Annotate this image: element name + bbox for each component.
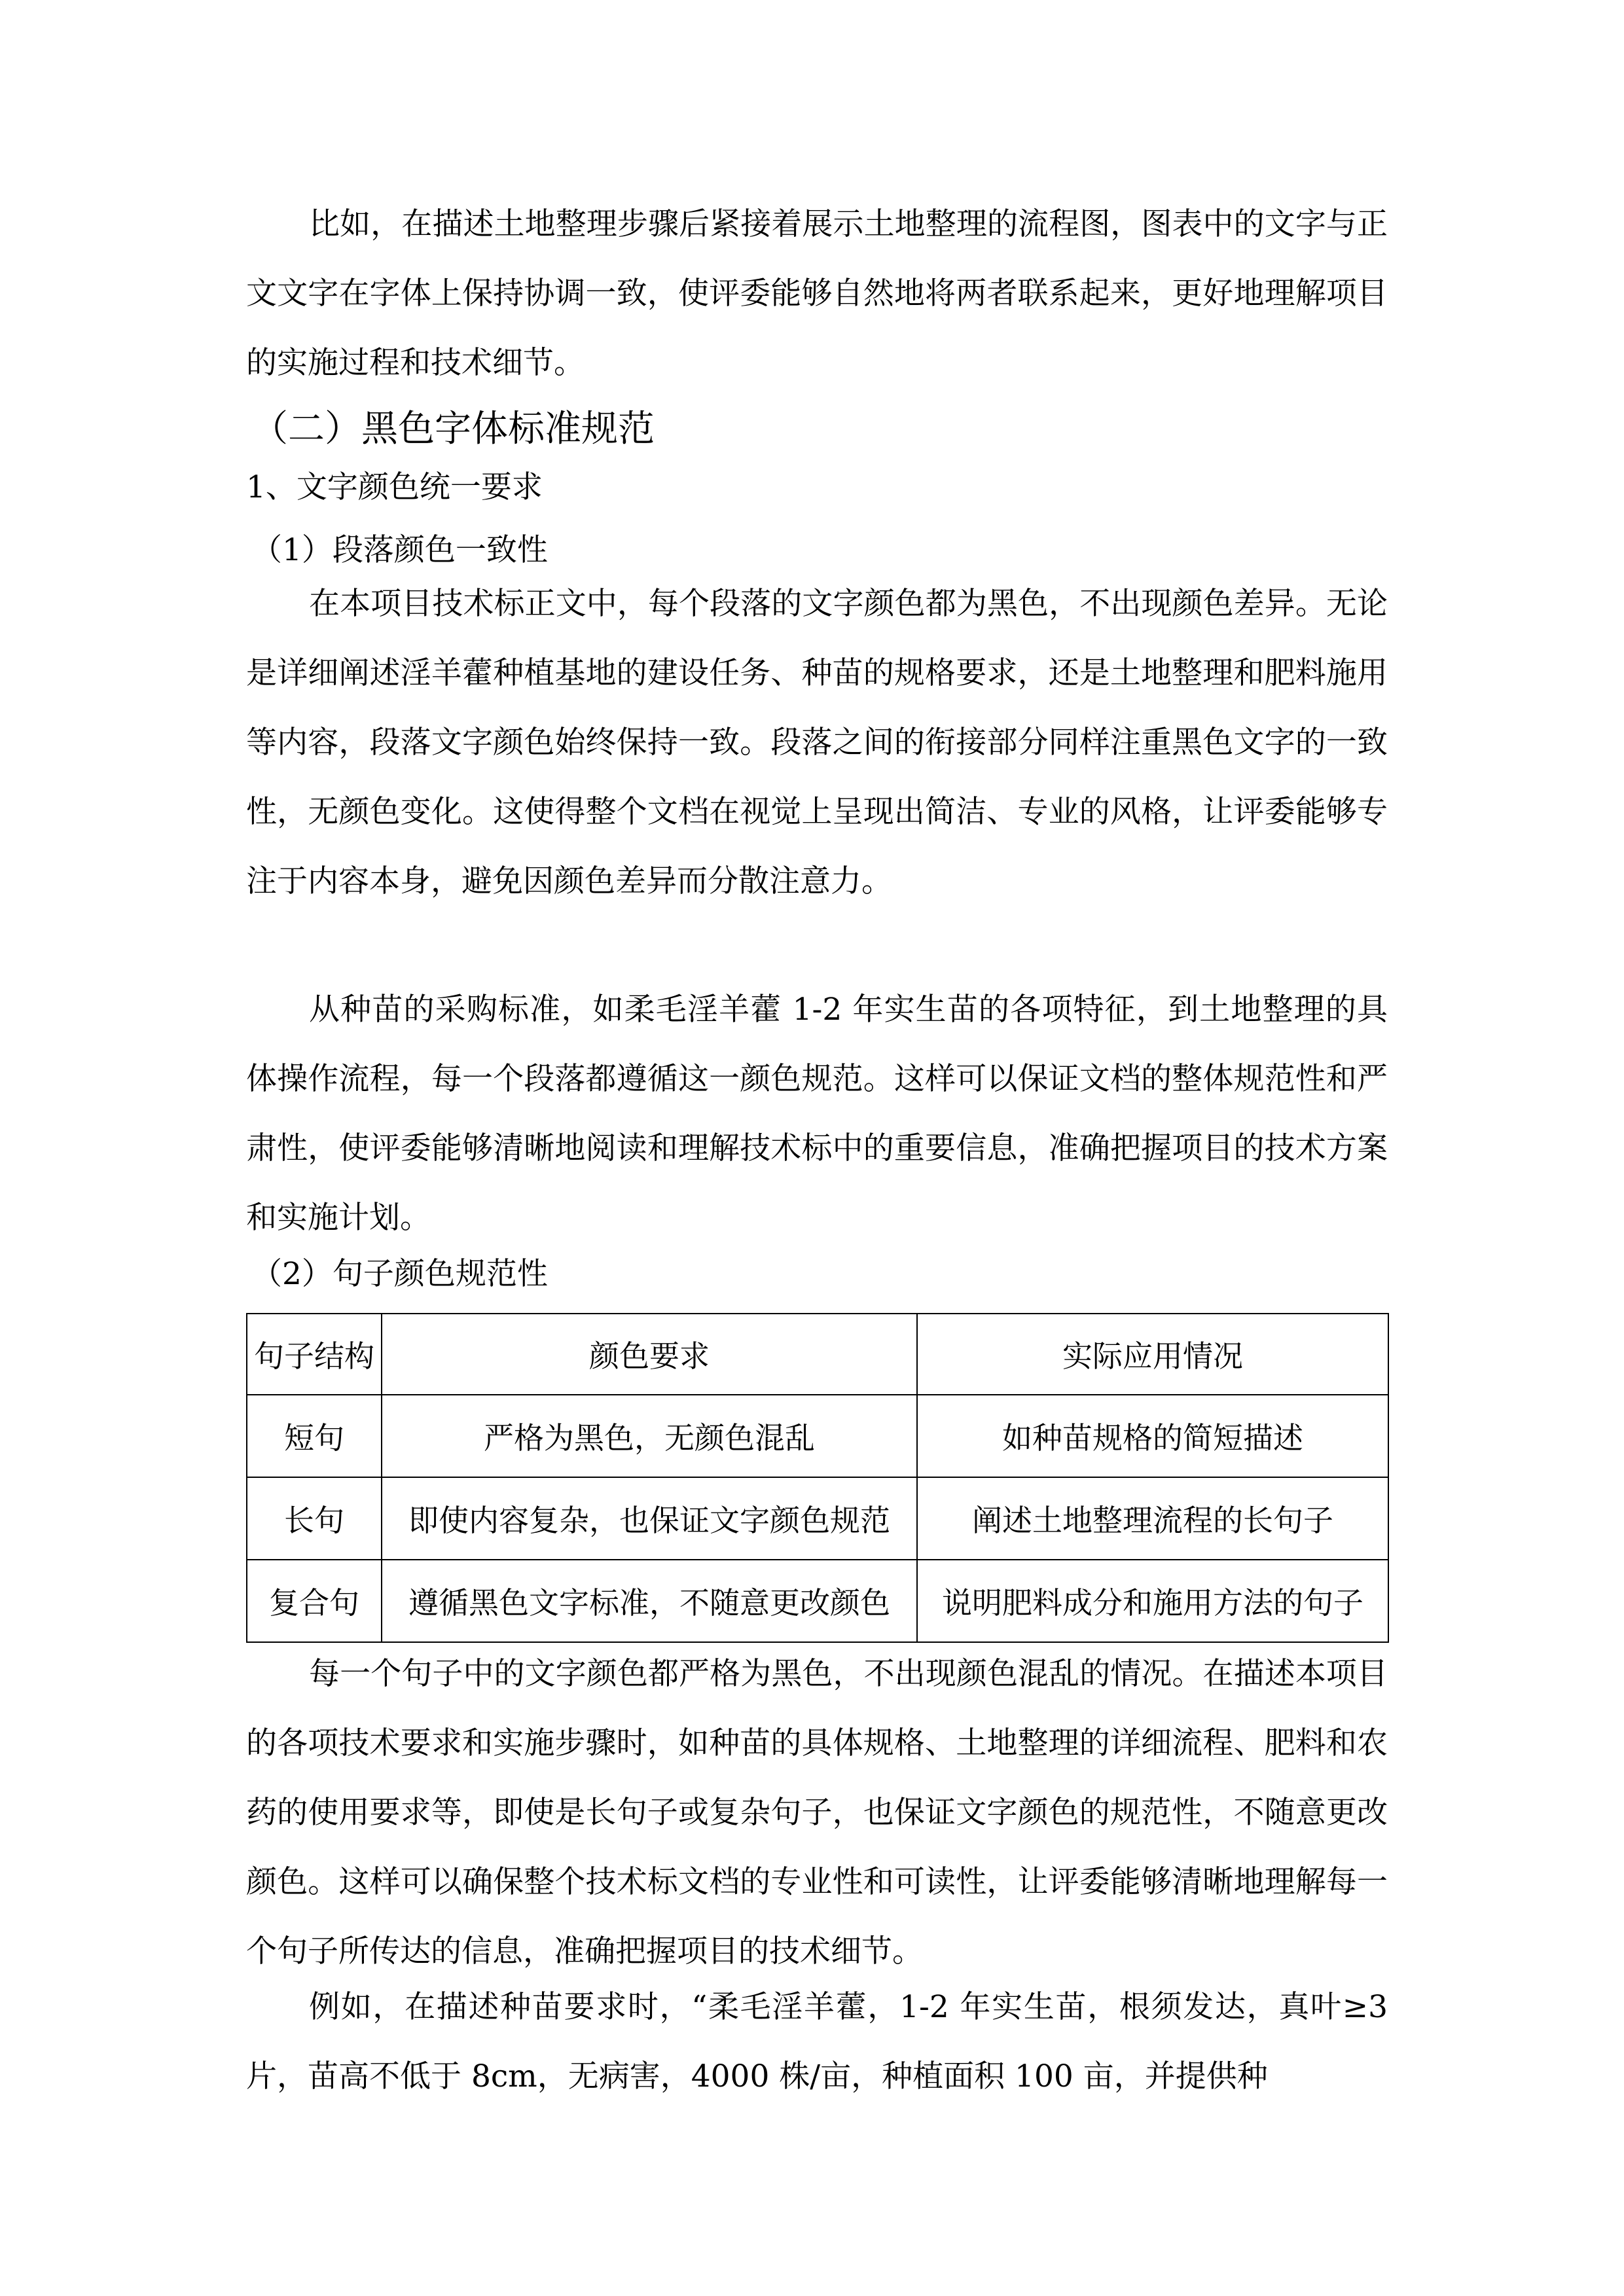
table-header-cell: 句子结构 — [247, 1314, 382, 1395]
table-row — [247, 1560, 1388, 1642]
item2-paragraph-2: 例如，在描述种苗要求时，“柔毛淫羊藿，1-2 年实生苗，根须发达，真叶≥3 片，苗高不低于 8cm，无病害，4000 株/亩，种植面积 100 亩，并提供种 — [246, 1989, 1388, 2094]
section-title: （二）黑色字体标准规范 — [251, 408, 655, 450]
table-cell: 阐述土地整理流程的长句子 — [917, 1477, 1388, 1560]
table-cell: 复合句 — [247, 1560, 382, 1642]
item2-paragraph-1: 每一个句子中的文字颜色都严格为黑色，不出现颜色混乱的情况。在描述本项目的各项技术要求和实施步骤时，如种苗的具体规格、土地整理的详细流程、肥料和农药的使用要求等，即使是长句子或复杂句子，也保证文字颜色的规范性，不随意更改颜色。这样可以确保整个技术标文档的专业性和可读性，让评委能够清晰地理解每一个句子所传达的信息，准确把握项目的技术细节。 — [246, 1656, 1388, 1969]
table-cell: 长句 — [247, 1477, 382, 1560]
table-header-cell: 实际应用情况 — [917, 1314, 1388, 1395]
table-cell: 遵循黑色文字标准，不随意更改颜色 — [382, 1560, 917, 1642]
item1-title: （1）段落颜色一致性 — [251, 532, 548, 568]
table-cell: 严格为黑色，无颜色混乱 — [382, 1395, 917, 1477]
table-header-row — [247, 1314, 1388, 1395]
table-row — [247, 1395, 1388, 1477]
item2-title: （2）句子颜色规范性 — [251, 1256, 548, 1292]
subsection-title: 1、文字颜色统一要求 — [246, 469, 543, 505]
color-spec-table — [246, 1313, 1389, 1643]
table-row — [247, 1477, 1388, 1560]
item1-paragraph-1: 在本项目技术标正文中，每个段落的文字颜色都为黑色，不出现颜色差异。无论是详细阐述淫羊藿种植基地的建设任务、种苗的规格要求，还是土地整理和肥料施用等内容，段落文字颜色始终保持一致。段落之间的衔接部分同样注重黑色文字的一致性，无颜色变化。这使得整个文档在视觉上呈现出简洁、专业的风格，让评委能够专注于内容本身，避免因颜色差异而分散注意力。 — [246, 586, 1388, 899]
table-cell: 说明肥料成分和施用方法的句子 — [917, 1560, 1388, 1642]
table-header-cell: 颜色要求 — [382, 1314, 917, 1395]
table-cell: 即使内容复杂，也保证文字颜色规范 — [382, 1477, 917, 1560]
table-cell: 短句 — [247, 1395, 382, 1477]
intro-paragraph: 比如，在描述土地整理步骤后紧接着展示土地整理的流程图，图表中的文字与正文文字在字体上保持协调一致，使评委能够自然地将两者联系起来，更好地理解项目的实施过程和技术细节。 — [246, 206, 1388, 381]
item1-paragraph-2: 从种苗的采购标准，如柔毛淫羊藿 1-2 年实生苗的各项特征，到土地整理的具体操作流程，每一个段落都遵循这一颜色规范。这样可以保证文档的整体规范性和严肃性，使评委能够清晰地阅读和理解技术标中的重要信息，准确把握项目的技术方案和实施计划。 — [246, 992, 1388, 1236]
table-cell: 如种苗规格的简短描述 — [917, 1395, 1388, 1477]
